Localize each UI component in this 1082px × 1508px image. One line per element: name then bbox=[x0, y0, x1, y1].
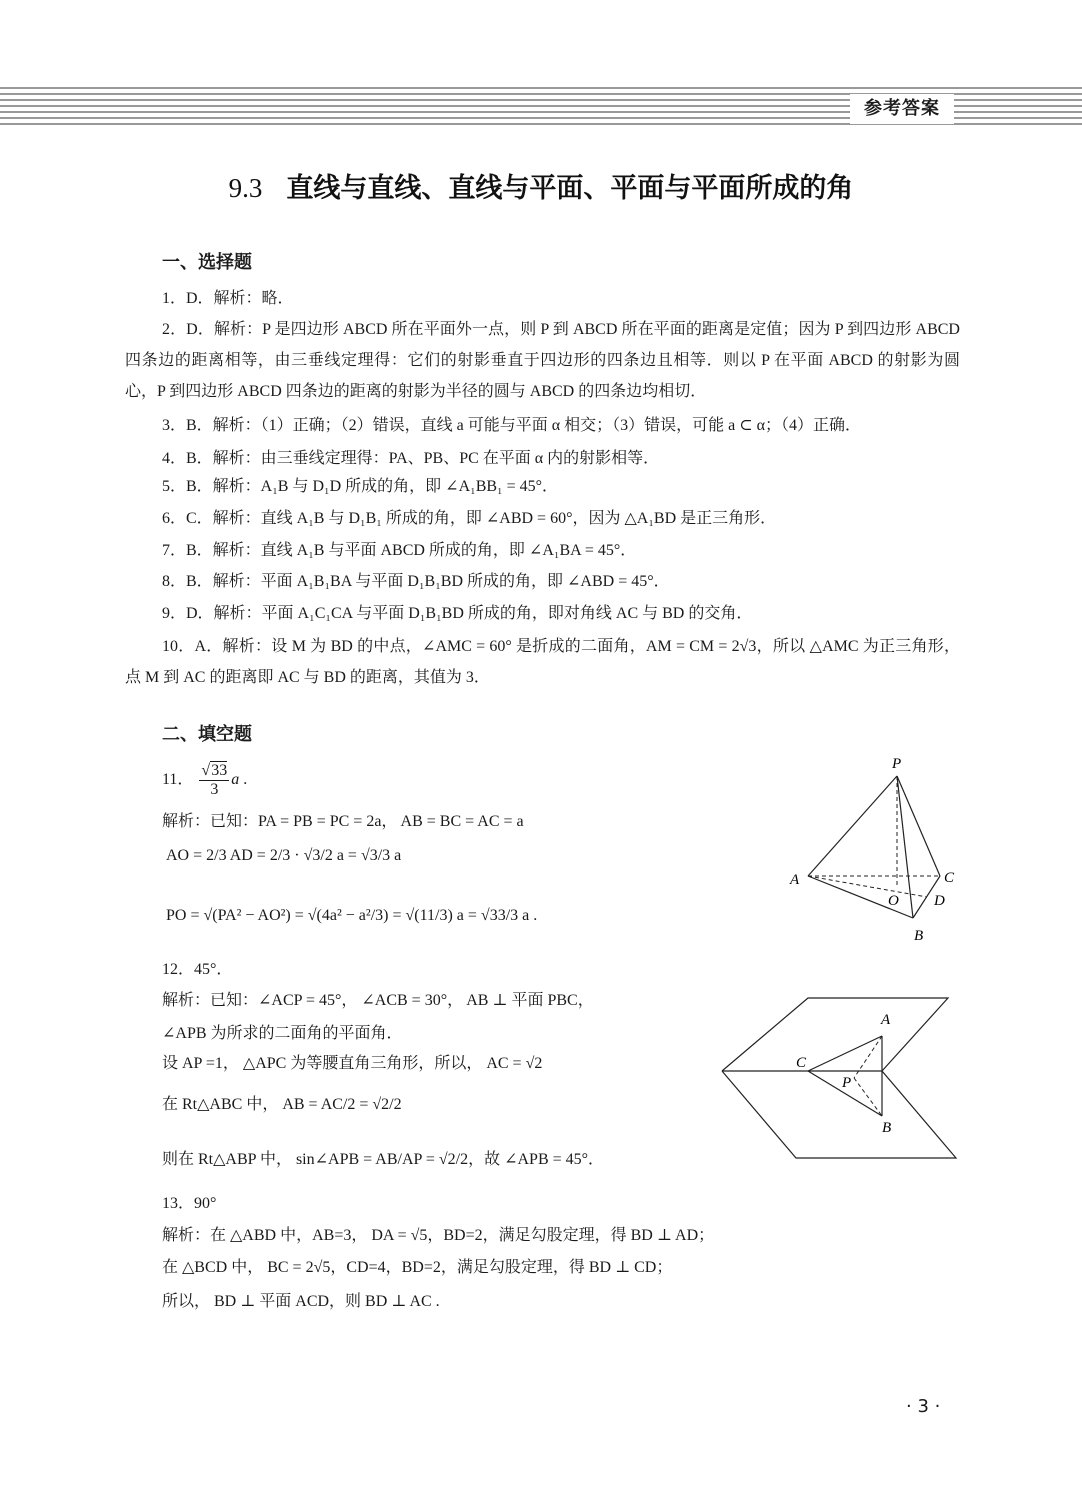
answer-q9: 9．D．解析：平面 A₁C₁CA 与平面 D₁B₁BD 所成的角，即对角线 AC 与 BD 的交角． bbox=[162, 605, 753, 622]
q13-line2: 在 △BCD 中， BC = 2√5，CD=4，BD=2，满足勾股定理，得 BD ⊥ CD； bbox=[162, 1259, 673, 1276]
section-heading-choice: 一、选择题 bbox=[162, 252, 252, 273]
q13-line3: 所以， BD ⊥ 平面 ACD，则 BD ⊥ AC . bbox=[162, 1293, 440, 1310]
title-number: 9.3 bbox=[228, 173, 263, 203]
answer-q3: 3．B．解析：（1）正确；（2）错误，直线 a 可能与平面 α 相交；（3）错误，可能 a ⊂ α；（4）正确． bbox=[162, 417, 862, 434]
answer-q4: 4．B．解析：由三垂线定理得：PA、PB、PC 在平面 α 内的射影相等． bbox=[162, 450, 660, 467]
q12-known: 解析：已知：∠ACP = 45°， ∠ACB = 30°， AB ⊥ 平面 PBC， bbox=[162, 992, 594, 1009]
answer-q1: 1．D．解析：略． bbox=[162, 290, 294, 307]
label-p: P bbox=[892, 756, 902, 772]
q12-line4: 在 Rt△ABC 中， AB = AC/2 = √2/2 bbox=[162, 1096, 402, 1113]
q11-po: PO = √(PA² − AO²) = √(4a² − a²/3) = √(11/3) a = √33/3 a . bbox=[166, 907, 538, 924]
label-c: C bbox=[944, 870, 955, 886]
label-d: D bbox=[934, 893, 945, 909]
answer-q12: 12．45°． bbox=[162, 961, 233, 978]
label-o: O bbox=[888, 893, 899, 909]
section-heading-fill: 二、填空题 bbox=[162, 724, 252, 745]
q12-line3: 设 AP =1， △APC 为等腰直角三角形，所以， AC = √2 bbox=[162, 1055, 543, 1072]
answer-q11-prefix: 11． bbox=[162, 771, 194, 789]
q12-line5: 则在 Rt△ABP 中， sin∠APB = AB/AP = √2/2，故 ∠APB = 45°． bbox=[162, 1151, 605, 1168]
answer-q2-text: 2．D．解析：P 是四边形 ABCD 所在平面外一点，则 P 到 ABCD 所在平面的距离是定值；因为 P 到四边形 ABCD 四条边的距离相等，由三垂线定理得：它们的射影垂直于四边形的四条边且相等．则以 P 在平面 ABCD 的射影为圆心，P 到四边形 ABCD 四条边的距离的射影为半径的圆与 ABCD 的四条边均相切． bbox=[125, 321, 960, 400]
label-p2: P bbox=[842, 1075, 852, 1091]
q12-line2: ∠APB 为所求的二面角的平面角． bbox=[162, 1025, 403, 1042]
label-b2: B bbox=[882, 1120, 892, 1136]
answer-q13: 13．90° bbox=[162, 1195, 217, 1212]
answer-q10-text: 10．A．解析：设 M 为 BD 的中点，∠AMC = 60° 是折成的二面角，AM = CM = 2√3，所以 △AMC 为正三角形，点 M 到 AC 的距离即 AC 与 BD 的距离，其值为 3． bbox=[125, 638, 960, 686]
answer-q7: 7．B．解析：直线 A₁B 与平面 ABCD 所成的角，即 ∠A₁BA = 45°． bbox=[162, 542, 637, 559]
q11-ao: AO = 2/3 AD = 2/3 · √3/2 a = √3/3 a bbox=[166, 847, 402, 864]
q11-known: 解析：已知：PA = PB = PC = 2a， AB = BC = AC = a bbox=[162, 813, 524, 830]
answer-q11-fraction: $\frac{√33}{3}$ bbox=[201, 762, 228, 798]
label-a: A bbox=[790, 872, 800, 888]
title-text: 直线与直线、直线与平面、平面与平面所成的角 bbox=[286, 173, 854, 204]
label-b: B bbox=[914, 928, 924, 944]
page-number: · 3 · bbox=[906, 1396, 941, 1417]
page-title bbox=[0, 166, 1082, 205]
header-tag: 参考答案 bbox=[850, 94, 954, 124]
label-c2: C bbox=[796, 1055, 807, 1071]
answer-q10 bbox=[125, 631, 960, 693]
answer-q5: 5．B．解析：A₁B 与 D₁D 所成的角，即 ∠A₁BB₁ = 45°． bbox=[162, 478, 559, 495]
answer-q8: 8．B．解析：平面 A₁B₁BA 与平面 D₁B₁BD 所成的角，即 ∠ABD = 45°． bbox=[162, 573, 670, 590]
label-a2: A bbox=[881, 1012, 891, 1028]
answer-q2 bbox=[125, 314, 960, 407]
answer-q11: 11． $\frac{√33}{3}$ a . bbox=[162, 762, 248, 798]
dihedral-figure bbox=[716, 992, 964, 1164]
pyramid-figure bbox=[780, 752, 970, 948]
answer-q6: 6．C．解析：直线 A₁B 与 D₁B₁ 所成的角，即 ∠ABD = 60°，因为 △A₁BD 是正三角形． bbox=[162, 510, 777, 527]
q13-line1: 解析：在 △ABD 中，AB=3， DA = √5，BD=2，满足勾股定理，得 BD ⊥ AD； bbox=[162, 1227, 715, 1244]
